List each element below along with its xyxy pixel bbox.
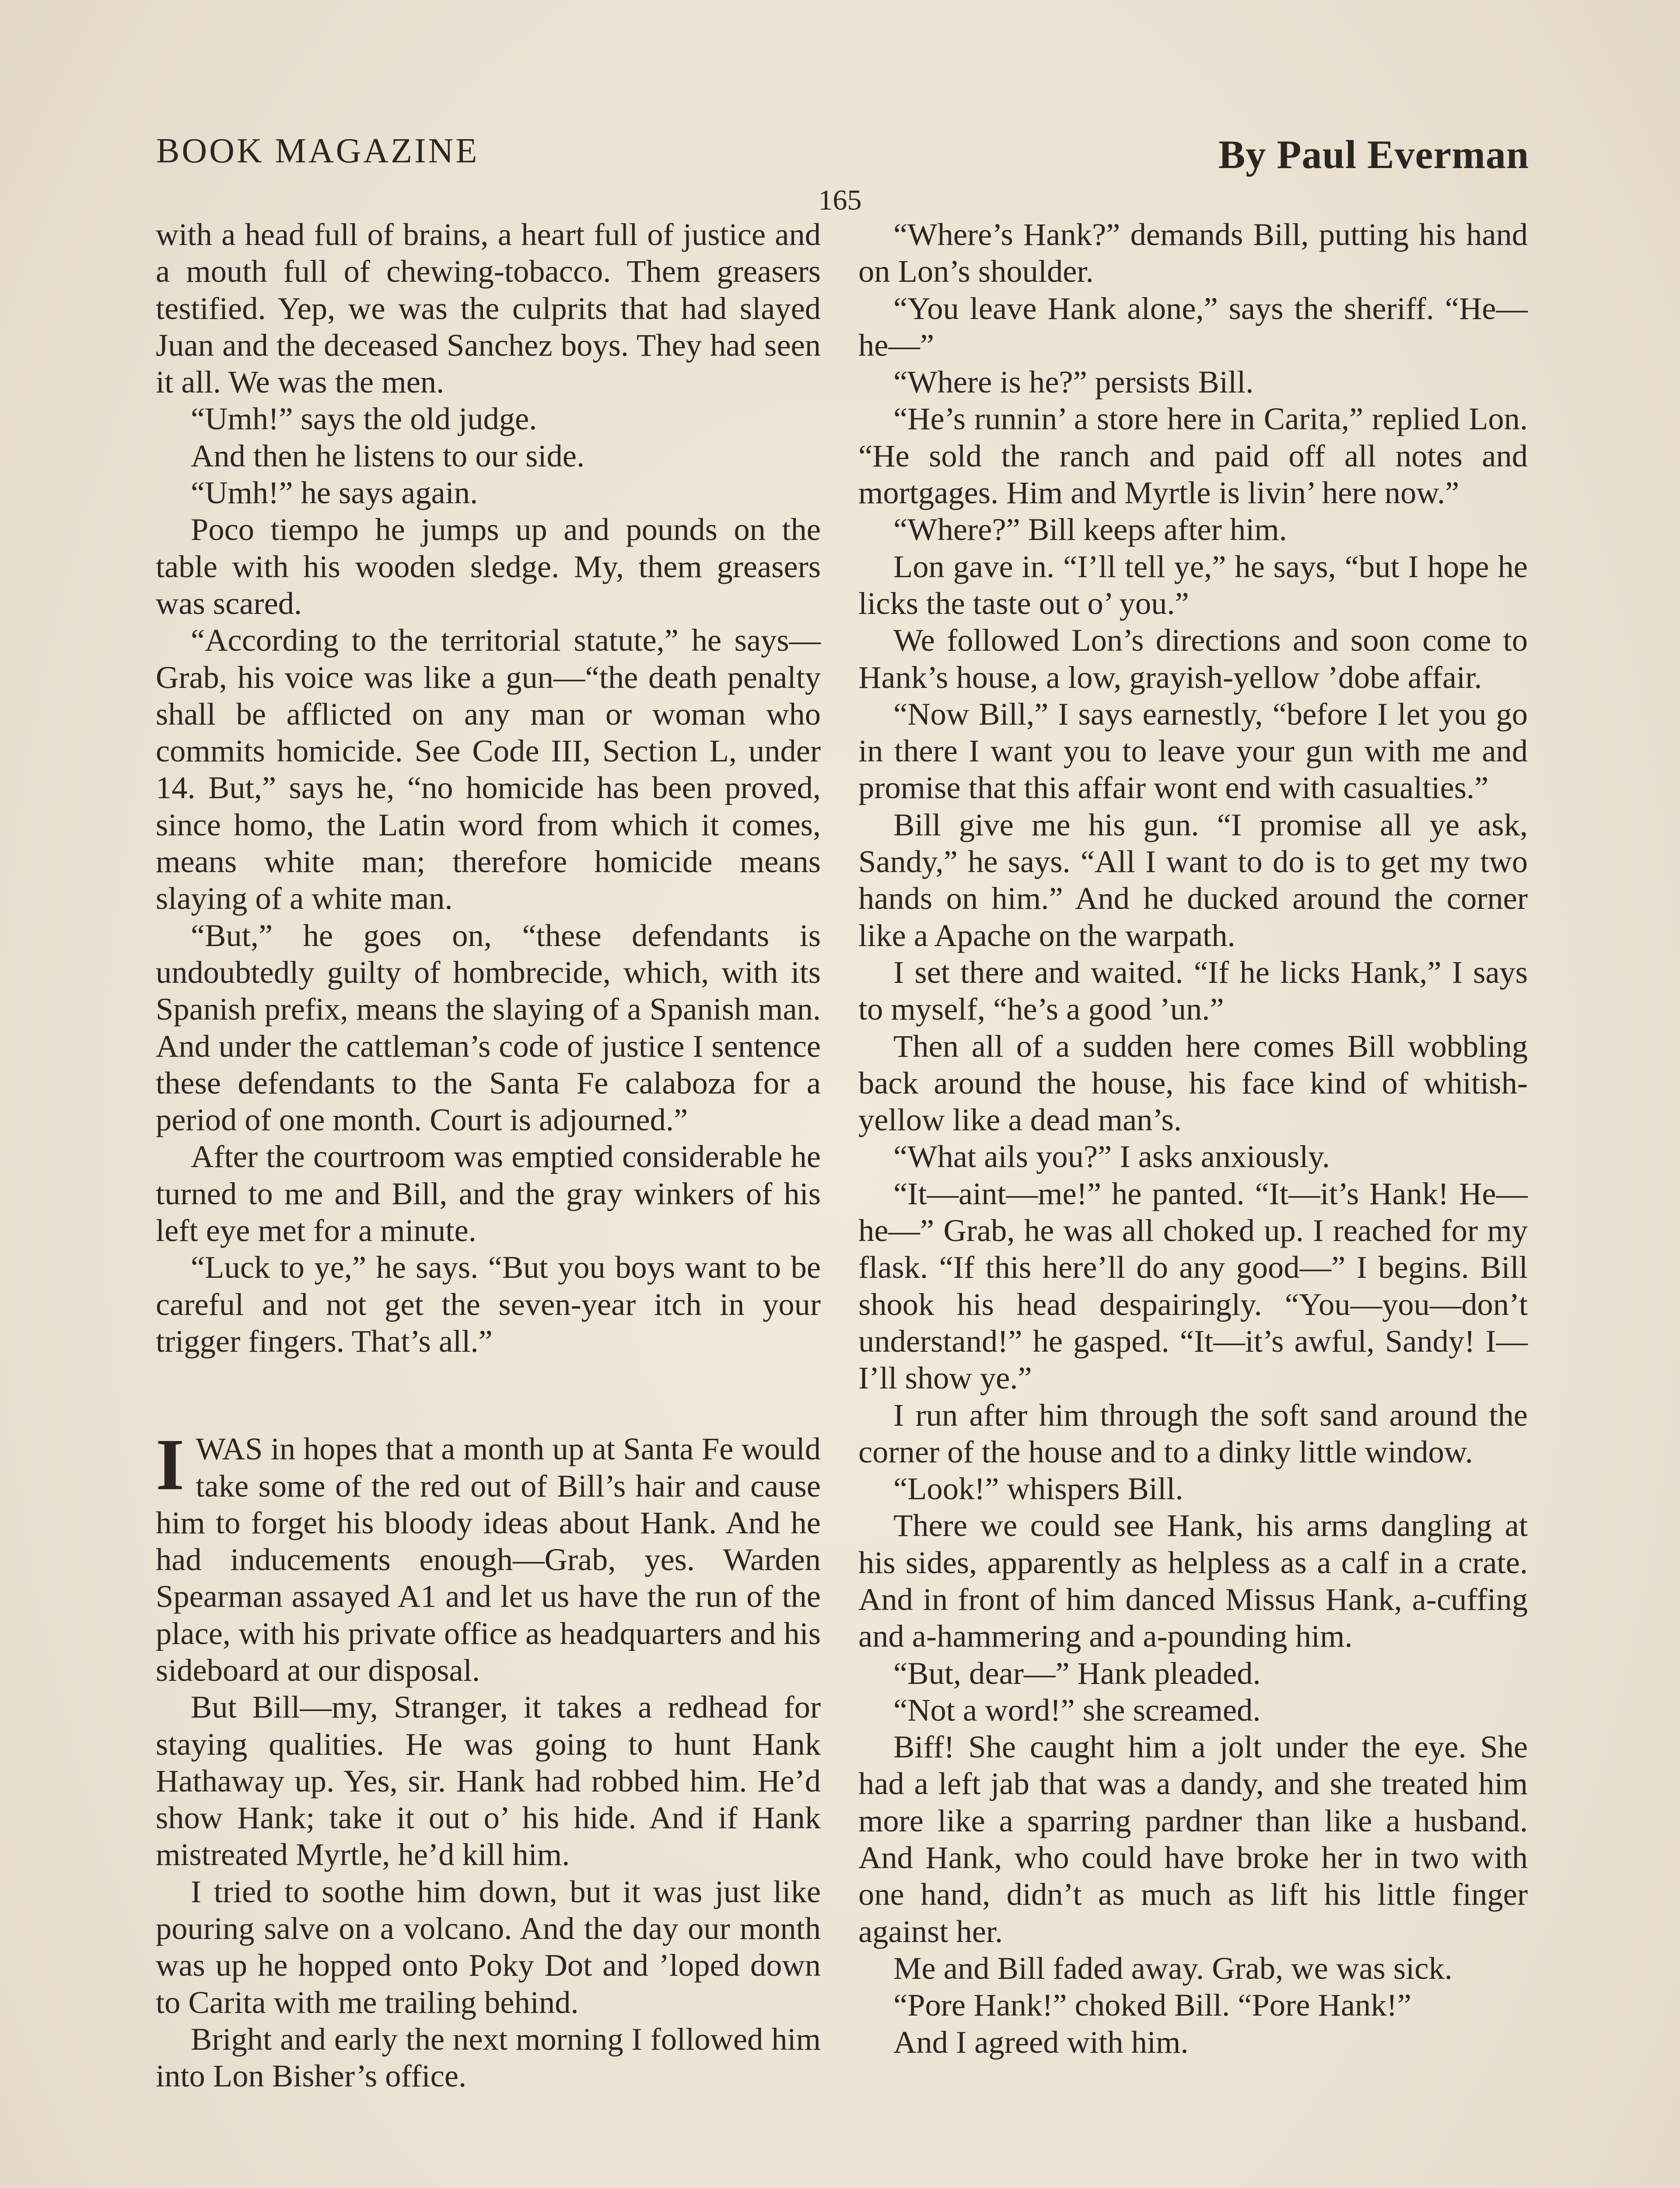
paragraph: “Where is he?” persists Bill.	[893, 364, 1254, 400]
paragraph: Lon gave in. “I’ll tell ye,” he says, “but I hope he licks the taste out o’ you.”	[858, 548, 1528, 621]
running-head-author: By Paul Everman	[1218, 132, 1529, 177]
paragraph: Then all of a sudden here comes Bill wobbling back around the house, his face kind of whitish-yellow like a dead man’s.	[858, 1028, 1528, 1138]
paragraph: “Where’s Hank?” demands Bill, putting his hand on Lon’s shoulder.	[858, 217, 1528, 289]
paragraph: “He’s runnin’ a store here in Carita,” replied Lon. “He sold the ranch and paid off all notes and mortgages. Him and Myrtle is livin’ here now.”	[858, 401, 1528, 511]
paragraph-text: WAS in hopes that a month up at Santa Fe would take some of the red out of Bill’s hair and cause him to forget his bloody ideas about Hank. And he had inducements enough—Grab, yes. Warden Spearman assayed A1 and let us have the run of the place, with his private office as headquarters and his sideboard at our disposal.	[156, 1431, 821, 1688]
paragraph: “It—aint—me!” he panted. “It—it’s Hank! He—he—” Grab, he was all choked up. I reached for my flask. “If this here’ll do any good—” I begins. Bill shook his head despairingly. “You—you—don’t understand!” he gasped. “It—it’s awful, Sandy! I—I’ll show ye.”	[858, 1175, 1528, 1396]
paragraph: Me and Bill faded away. Grab, we was sick.	[893, 1950, 1452, 1986]
paragraph: Biff! She caught him a jolt under the eye. She had a left jab that was a dandy, and she treated him more like a sparring pardner than like a husband. And Hank, who could have broke her in two with one hand, didn’t as much as lift his little finger against her.	[858, 1729, 1528, 1949]
paragraph: “Where?” Bill keeps after him.	[893, 512, 1287, 547]
paragraph: I tried to soothe him down, but it was just like pouring salve on a volcano. And the day our month was up he hopped onto Poky Dot and ’loped down to Carita with me trailing behind.	[156, 1873, 821, 2020]
paragraph: “Umh!” says the old judge.	[191, 401, 537, 437]
paragraph: “But,” he goes on, “these defendants is undoubtedly guilty of hombrecide, which, with its Spanish prefix, means the slaying of a Spanish man. And under the cattleman’s code of justice I sentence these defendants to the Santa Fe calaboza for a period of one month. Court is adjourned.”	[156, 917, 821, 1138]
page-number: 165	[818, 184, 862, 216]
paragraph: “Now Bill,” I says earnestly, “before I let you go in there I want you to leave your gun with me and promise that this affair wont end with casualties.”	[858, 696, 1528, 806]
running-head-magazine: BOOK MAGAZINE	[156, 132, 480, 170]
paragraph: There we could see Hank, his arms dangling at his sides, apparently as helpless as a calf in a crate. And in front of him danced Missus Hank, a-cuffing and a-hammering and a-pounding him.	[858, 1508, 1528, 1654]
paragraph: Bill give me his gun. “I promise all ye ask, Sandy,” he says. “All I want to do is to get my two hands on him.” And he ducked around the corner like a Apache on the warpath.	[858, 806, 1528, 953]
drop-cap: I	[156, 1424, 185, 1506]
paragraph: “Luck to ye,” he says. “But you boys want to be careful and not get the seven-year itch in your trigger fingers. That’s all.”	[156, 1249, 821, 1359]
paragraph: “Umh!” he says again.	[191, 475, 478, 511]
paragraph: “Pore Hank!” choked Bill. “Pore Hank!”	[893, 1987, 1411, 2023]
paragraph: “What ails you?” I asks anxiously.	[893, 1139, 1330, 1175]
paragraph: “Not a word!” she screamed.	[893, 1692, 1261, 1728]
paragraph: After the courtroom was emptied considerable he turned to me and Bill, and the gray winkers of his left eye met for a minute.	[156, 1139, 821, 1248]
paragraph: “Look!” whispers Bill.	[893, 1471, 1183, 1507]
paragraph: Poco tiempo he jumps up and pounds on the table with his wooden sledge. My, them greasers was scared.	[156, 512, 821, 621]
left-column	[156, 216, 821, 2095]
paragraph: “You leave Hank alone,” says the sheriff. “He—he—”	[858, 290, 1528, 363]
paragraph: I set there and waited. “If he licks Hank,” I says to myself, “he’s a good ’un.”	[858, 954, 1528, 1027]
paragraph: Bright and early the next morning I followed him into Lon Bisher’s office.	[156, 2021, 821, 2094]
paragraph: And I agreed with him.	[893, 2024, 1189, 2060]
paragraph: “But, dear—” Hank pleaded.	[893, 1655, 1261, 1691]
paragraph: “According to the territorial statute,” he says—Grab, his voice was like a gun—“the death penalty shall be afflicted on any man or woman who commits homicide. See Code III, Section L, under 14. But,” says he, “no homicide has been proved, since homo, the Latin word from which it comes, means white man; therefore homicide means slaying of a white man.	[156, 622, 821, 916]
paragraph: But Bill—my, Stranger, it takes a redhead for staying qualities. He was going to hunt Hank Hathaway up. Yes, sir. Hank had robbed him. He’d show Hank; take it out o’ his hide. And if Hank mistreated Myrtle, he’d kill him.	[156, 1689, 821, 1872]
right-column	[858, 216, 1528, 2061]
paragraph: And then he listens to our side.	[191, 438, 585, 473]
section-opening-paragraph	[156, 1424, 821, 1689]
paragraph: with a head full of brains, a heart full of justice and a mouth full of chewing-tobacco. Them greasers testified. Yep, we was the culprits that had slayed Juan and the deceased Sanchez boys. They had seen it all. We was the men.	[156, 217, 821, 400]
paragraph: We followed Lon’s directions and soon come to Hank’s house, a low, grayish-yellow ’dobe affair.	[858, 622, 1528, 695]
paragraph: I run after him through the soft sand around the corner of the house and to a dinky little window.	[858, 1397, 1528, 1469]
